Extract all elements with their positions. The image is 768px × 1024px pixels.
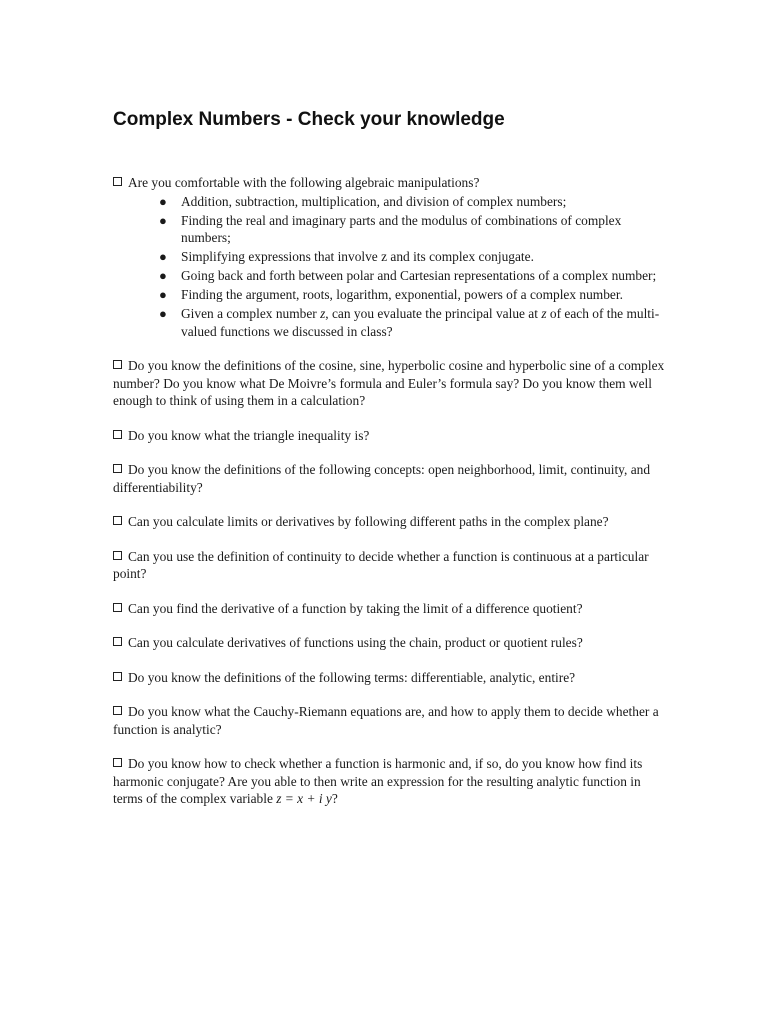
list-item <box>159 267 673 285</box>
question-cauchy-riemann <box>113 703 673 738</box>
bullet-icon: ● <box>159 306 167 321</box>
checkbox-icon <box>113 551 122 560</box>
question-limits-paths <box>113 513 673 531</box>
list-item-text-part: of each of the multi-valued functions we discussed in class? <box>181 306 660 339</box>
checkbox-icon <box>113 430 122 439</box>
question-harmonic <box>113 755 673 808</box>
list-item-text: Addition, subtraction, multiplication, and division of complex numbers; <box>181 193 567 209</box>
question-text-end: ? <box>331 791 338 806</box>
list-item <box>159 248 673 266</box>
checkbox-icon <box>113 672 122 681</box>
bullet-icon: ● <box>159 212 167 228</box>
question-text: Do you know the definitions of the following concepts: open neighborhood, limit, continuity, and differentiability? <box>113 462 651 495</box>
manipulations-list <box>113 193 673 341</box>
variable-z: z <box>541 306 547 321</box>
question-derivative-rules <box>113 634 673 652</box>
list-item-text: Finding the argument, roots, logarithm, exponential, powers of a complex number. <box>181 287 623 302</box>
bullet-icon: ● <box>159 249 167 264</box>
question-text: Can you calculate derivatives of functions using the chain, product or quotient rules? <box>128 635 583 650</box>
question-text: Are you comfortable with the following algebraic manipulations? <box>128 175 480 190</box>
question-text: Do you know what the Cauchy-Riemann equations are, and how to apply them to decide whether a function is analytic? <box>113 704 659 737</box>
checkbox-icon <box>113 464 122 473</box>
question-term-definitions <box>113 669 673 687</box>
question-text: Do you know how to check whether a function is harmonic and, if so, do you know how find its harmonic conjugate? Are you able to then write an expression for the resulting analytic function in terms of the complex variable <box>113 756 643 806</box>
question-algebraic-manipulations <box>113 174 673 192</box>
question-triangle-inequality <box>113 427 673 445</box>
question-continuity <box>113 548 673 583</box>
list-item <box>159 212 673 247</box>
question-text: Do you know the definitions of the cosine, sine, hyperbolic cosine and hyperbolic sine of a complex number? Do you know what De Moivre’s formula and Euler’s formula say? Do you know them well enough to think of using them in a calculation? <box>113 358 665 408</box>
checkbox-icon <box>113 706 122 715</box>
checkbox-icon <box>113 516 122 525</box>
complex-variable-formula: z = x + i y <box>276 791 332 806</box>
question-text: Do you know the definitions of the following terms: differentiable, analytic, entire? <box>128 669 576 685</box>
question-trig-definitions <box>113 357 673 410</box>
list-item-text: Simplifying expressions that involve z and its complex conjugate. <box>181 249 534 264</box>
list-item <box>159 305 673 340</box>
question-text: Do you know what the triangle inequality is? <box>128 427 370 443</box>
question-concept-definitions <box>113 461 673 496</box>
bullet-icon: ● <box>159 287 167 302</box>
question-text: Can you calculate limits or derivatives by following different paths in the complex plane? <box>128 514 609 529</box>
document-page <box>113 108 673 808</box>
list-item-text-part: , can you evaluate the principal value at <box>325 306 542 321</box>
page-title: Complex Numbers - Check your knowledge <box>113 109 505 130</box>
checkbox-icon <box>113 603 122 612</box>
question-difference-quotient <box>113 600 673 618</box>
list-item-text: Going back and forth between polar and Cartesian representations of a complex number; <box>181 268 657 283</box>
list-item-text-part: Given a complex number <box>181 306 321 321</box>
list-item <box>159 286 673 304</box>
checkbox-icon <box>113 177 122 186</box>
list-item-text: Finding the real and imaginary parts and the modulus of combinations of complex numbers; <box>181 212 622 245</box>
checkbox-icon <box>113 758 122 767</box>
checkbox-icon <box>113 637 122 646</box>
bullet-icon: ● <box>159 268 167 283</box>
checkbox-icon <box>113 360 122 369</box>
list-item <box>159 193 673 211</box>
question-text: Can you find the derivative of a function by taking the limit of a difference quotient? <box>128 600 583 616</box>
variable-z: z <box>320 306 326 321</box>
bullet-icon: ● <box>159 193 167 209</box>
question-text: Can you use the definition of continuity to decide whether a function is continuous at a particular point? <box>113 548 649 581</box>
